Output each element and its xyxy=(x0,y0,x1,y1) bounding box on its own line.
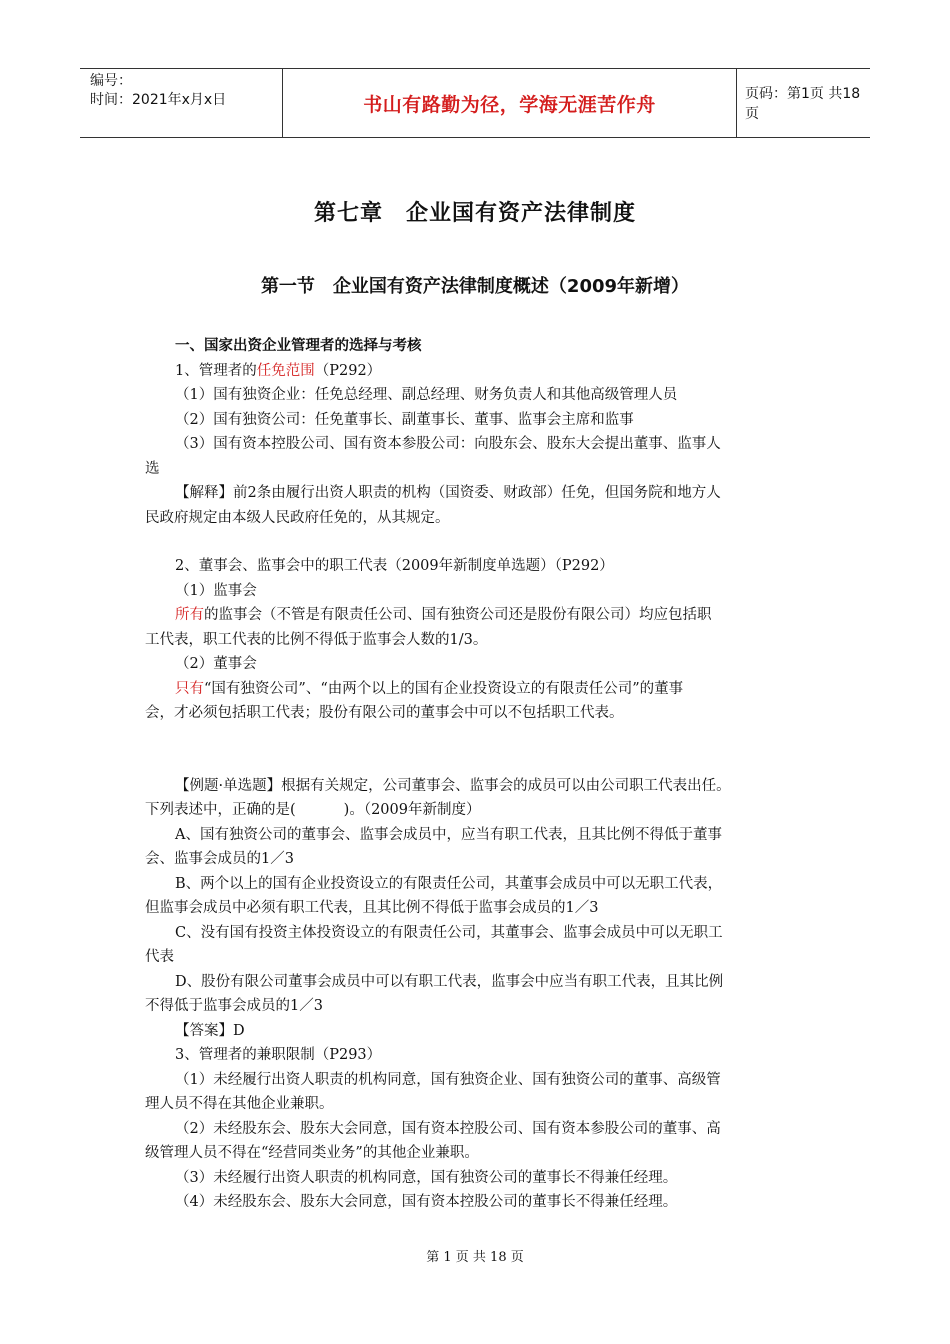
section-title: 第一节 企业国有资产法律制度概述（2009年新增） xyxy=(260,276,690,297)
page-footer: 第 1 页 共 18 页 xyxy=(426,1250,524,1265)
paragraph: （2）未经股东会、股东大会同意，国有资本控股公司、国有资本参股公司的董事、高 xyxy=(175,1120,721,1137)
paragraph xyxy=(145,677,810,702)
text: 1、管理者的 xyxy=(175,362,257,379)
question-stem: 【例题·单选题】根据有关规定，公司董事会、监事会的成员可以由公司职工代表出任。 xyxy=(175,777,731,794)
option-d: D、股份有限公司董事会成员中可以有职工代表，监事会中应当有职工代表，且其比例 xyxy=(175,973,724,990)
paragraph: 2、董事会、监事会中的职工代表（2009年新制度单选题）（P292） xyxy=(175,558,614,574)
paragraph: （3）未经履行出资人职责的机构同意，国有独资公司的董事长不得兼任经理。 xyxy=(175,1169,678,1186)
paragraph-cont: 工代表，职工代表的比例不得低于监事会人数的1/3。 xyxy=(145,631,488,648)
time-label: 时间：2021年x月x日 xyxy=(90,92,227,108)
paragraph-cont: 民政府规定由本级人民政府任免的，从其规定。 xyxy=(145,509,450,526)
page-label: 页码：第1页 共18页 xyxy=(745,86,861,122)
text: （P292） xyxy=(314,362,382,379)
option-b: B、两个以上的国有企业投资设立的有限责任公司，其董事会成员中可以无职工代表， xyxy=(175,875,723,892)
paragraph-cont: 会，才必须包括职工代表；股份有限公司的董事会中可以不包括职工代表。 xyxy=(145,705,624,721)
document-body xyxy=(145,334,810,1215)
question-stem-cont xyxy=(145,798,810,823)
paragraph: （1）监事会 xyxy=(175,582,257,599)
paragraph xyxy=(145,603,810,628)
text: )。（2009年新制度） xyxy=(343,802,481,818)
option-a: A、国有独资公司的董事会、监事会成员中，应当有职工代表，且其比例不得低于董事 xyxy=(175,826,722,843)
option-a-cont: 会、监事会成员的1／3 xyxy=(145,851,294,867)
paragraph: （4）未经股东会、股东大会同意，国有资本控股公司的董事长不得兼任经理。 xyxy=(175,1194,678,1210)
paragraph-cont: 选 xyxy=(145,460,160,477)
paragraph: （2）董事会 xyxy=(175,656,257,672)
paragraph: （1）未经履行出资人职责的机构同意，国有独资企业、国有独资公司的董事、高级管 xyxy=(175,1071,721,1088)
highlight-text: 所有 xyxy=(175,607,204,623)
option-c-cont: 代表 xyxy=(145,949,174,965)
number-label: 编号： xyxy=(90,73,132,89)
option-c: C、没有国有投资主体投资设立的有限责任公司，其董事会、监事会成员中可以无职工 xyxy=(175,924,723,941)
paragraph-cont: 级管理人员不得在“经营同类业务”的其他企业兼职。 xyxy=(145,1145,479,1161)
text: 的监事会（不管是有限责任公司、国有独资公司还是股份有限公司）均应包括职 xyxy=(204,607,712,623)
highlight-text: 任免范围 xyxy=(256,362,315,379)
text: “国有独资公司”、“由两个以上的国有企业投资设立的有限责任公司”的董事 xyxy=(204,680,684,697)
paragraph: 3、管理者的兼职限制（P293） xyxy=(175,1047,382,1063)
highlight-text: 只有 xyxy=(175,680,204,697)
paragraph: （3）国有资本控股公司、国有资本参股公司：向股东会、股东大会提出董事、监事人 xyxy=(175,436,721,452)
paragraph: 【解释】前2条由履行出资人职责的机构（国资委、财政部）任免，但国务院和地方人 xyxy=(175,485,721,501)
paragraph: （1）国有独资企业：任免总经理、副总经理、财务负责人和其他高级管理人员 xyxy=(175,387,678,403)
header-table xyxy=(80,68,870,138)
chapter-title: 第七章 企业国有资产法律制度 xyxy=(313,201,636,226)
option-b-cont: 但监事会成员中必须有职工代表，且其比例不得低于监事会成员的1／3 xyxy=(145,900,599,916)
option-d-cont: 不得低于监事会成员的1／3 xyxy=(145,998,323,1014)
paragraph: （2）国有独资公司：任免董事长、副董事长、董事、监事会主席和监事 xyxy=(175,411,634,428)
heading-1: 一、国家出资企业管理者的选择与考核 xyxy=(175,338,422,354)
text: 下列表述中，正确的是( xyxy=(145,802,296,818)
paragraph-cont: 理人员不得在其他企业兼职。 xyxy=(145,1096,334,1112)
paragraph xyxy=(145,359,810,384)
answer: 【答案】D xyxy=(175,1022,245,1039)
header-info-cell xyxy=(80,69,282,137)
motto: 书山有路勤为径，学海无涯苦作舟 xyxy=(282,69,737,137)
